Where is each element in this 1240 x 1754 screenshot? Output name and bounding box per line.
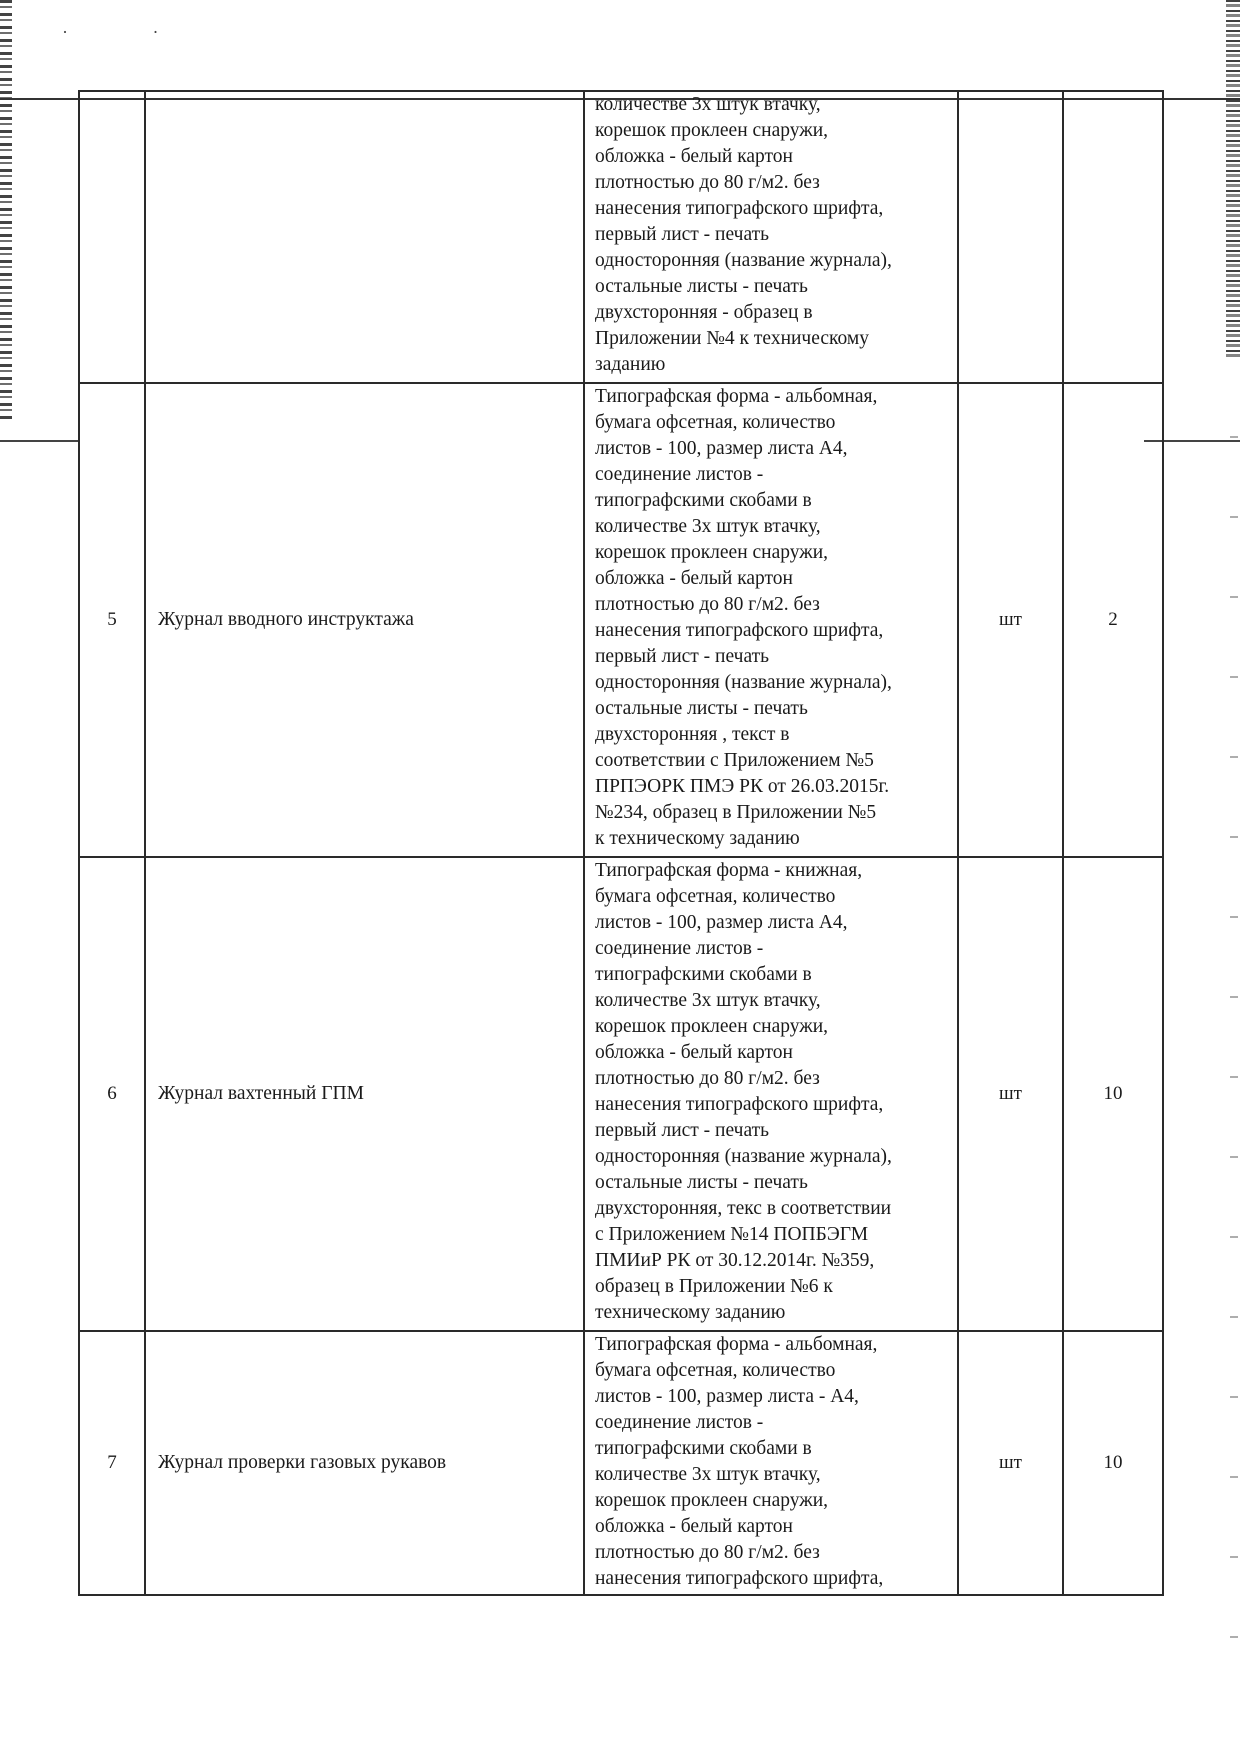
- table-row: [79, 857, 1163, 1331]
- item-unit: шт: [958, 857, 1063, 1331]
- item-description: [584, 857, 958, 1331]
- item-quantity: 10: [1063, 857, 1163, 1331]
- item-description-text: Типографская форма - альбомная, бумага офсетная, количество листов - 100, размер листа - А4, соединение листов - типографскими скобами в количестве 3х штук втачку, корешок проклеен снаружи, обложка - белый картон плотностью до 80 г/м2. без нанесения типографского шрифта,: [595, 1334, 884, 1589]
- scan-specks: · ·: [62, 22, 199, 42]
- scan-edge-left: [0, 0, 12, 420]
- table-row: [79, 383, 1163, 857]
- item-name: [145, 91, 584, 383]
- row-number: 6: [79, 857, 145, 1331]
- item-description: [584, 383, 958, 857]
- table-row: [79, 91, 1163, 383]
- item-quantity: 10: [1063, 1331, 1163, 1595]
- item-description: [584, 1331, 958, 1595]
- item-name: Журнал проверки газовых рукавов: [145, 1331, 584, 1595]
- specification-table: [78, 90, 1164, 1596]
- item-unit: шт: [958, 383, 1063, 857]
- scan-side-rule-left: [0, 440, 78, 442]
- item-name: Журнал вводного инструктажа: [145, 383, 584, 857]
- row-number: 7: [79, 1331, 145, 1595]
- item-description: [584, 91, 958, 383]
- table-row: [79, 1331, 1163, 1595]
- item-quantity: [1063, 91, 1163, 383]
- item-description-text: Типографская форма - книжная, бумага офсетная, количество листов - 100, размер листа А4, соединение листов - типографскими скобами в количестве 3х штук втачку, корешок проклеен снаружи, обложка - белый картон плотностью до 80 г/м2. без нанесения типографского шрифта, первый лист - печать односторонняя (название журнала), остальные листы - печать двухсторонняя, текс в соответствии с Приложением №14 ПОПБЭГМ ПМИиР РК от 30.12.2014г. №359, образец в Приложении №6 к техническому заданию: [595, 860, 892, 1323]
- item-description-text: Типографская форма - альбомная, бумага офсетная, количество листов - 100, размер листа А4, соединение листов - типографскими скобами в количестве 3х штук втачку, корешок проклеен снаружи, обложка - белый картон плотностью до 80 г/м2. без нанесения типографского шрифта, первый лист - печать односторонняя (название журнала), остальные листы - печать двухсторонняя , текст в соответствии с Приложением №5 ПРПЭОРК ПМЭ РК от 26.03.2015г. №234, образец в Приложении №5 к техническому заданию: [595, 386, 892, 849]
- item-unit: [958, 91, 1063, 383]
- row-number: 5: [79, 383, 145, 857]
- item-quantity: 2: [1063, 383, 1163, 857]
- scan-edge-right-ticks: [1230, 380, 1238, 1700]
- item-description-text: количестве 3х штук втачку, корешок проклеен снаружи, обложка - белый картон плотностью до 80 г/м2. без нанесения типографского шрифта, первый лист - печать односторонняя (название журнала), остальные листы - печать двухсторонняя - образец в Приложении №4 к техническому заданию: [595, 94, 892, 375]
- item-unit: шт: [958, 1331, 1063, 1595]
- row-number: [79, 91, 145, 383]
- scan-edge-right: [1226, 0, 1240, 360]
- item-name: Журнал вахтенный ГПМ: [145, 857, 584, 1331]
